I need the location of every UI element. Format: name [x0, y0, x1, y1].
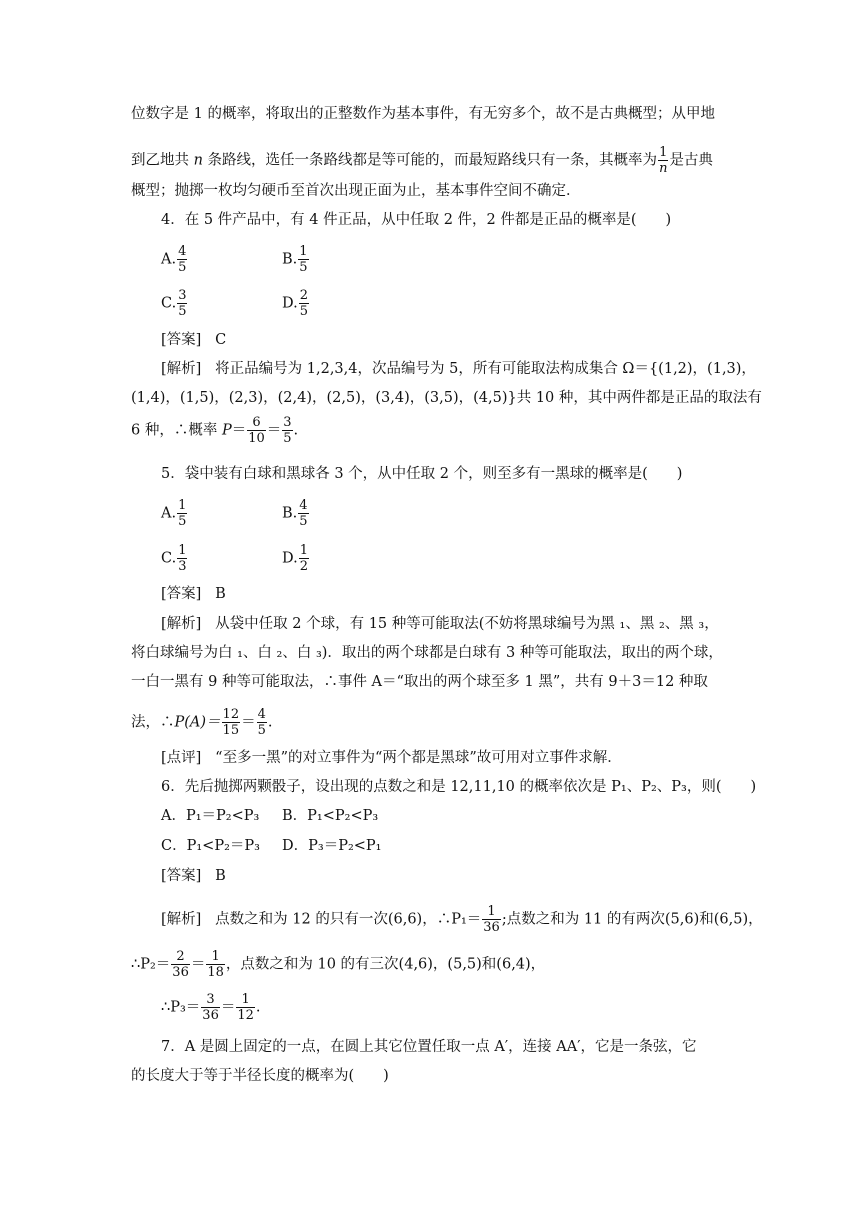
text: 是古典	[669, 152, 713, 169]
denominator: 15	[222, 723, 240, 738]
var: n	[659, 161, 668, 176]
q4-stem: 4．在 5 件产品中，有 4 件正品，从中任取 2 件，2 件都是正品的概率是( )	[161, 212, 672, 228]
denominator: 2	[299, 559, 308, 574]
fraction	[658, 146, 668, 175]
fraction	[206, 950, 225, 979]
text: 点数之和为 12 的只有一次(6,6)，∴P₁＝	[215, 911, 482, 928]
label: C.	[161, 550, 177, 567]
denominator: 5	[257, 723, 266, 738]
numerator: 1	[236, 993, 255, 1008]
analysis-tag: [解析]	[161, 911, 202, 928]
q6-option-b: B．P₁<P₂<P₃	[282, 808, 379, 824]
text: ∴P₂＝	[131, 956, 171, 973]
numerator: 4	[299, 498, 308, 513]
answer-value: C	[215, 332, 227, 348]
label: D.	[282, 295, 298, 312]
q4-option-a	[161, 245, 188, 274]
analysis-tag: [解析]	[161, 616, 202, 632]
q6-answer	[161, 866, 226, 886]
fraction	[299, 289, 309, 318]
denominator: 36	[172, 965, 189, 980]
q5-option-a	[161, 499, 188, 528]
fraction	[298, 499, 308, 528]
text: 法，∴	[131, 714, 175, 731]
text: 到乙地共	[131, 152, 194, 169]
denominator: 12	[237, 1008, 254, 1023]
para-line-3: 概型；抛掷一枚均匀硬币至首次出现正面为止，基本事件空间不确定．	[131, 183, 581, 199]
label: B.	[282, 251, 298, 268]
label: B.	[282, 505, 298, 522]
fraction	[247, 416, 266, 445]
q5-analysis-line-2: 将白球编号为白 ₁、白 ₂、白 ₃)．取出的两个球都是白球有 3 种等可能取法，取出的两个球，	[131, 645, 723, 661]
answer-tag: [答案]	[161, 332, 202, 348]
fraction	[177, 544, 187, 573]
q6-analysis-line-2	[131, 950, 545, 979]
q6-option-d: D．P₃＝P₂<P₁	[282, 838, 382, 854]
text: 6 种，∴概率	[131, 422, 222, 439]
q4-analysis-line-3: 6 种，∴概率 P＝ $\frac{6}{10}$ ＝ $\frac{3}{5}$ .	[131, 415, 299, 446]
numerator: 2	[299, 288, 308, 303]
text: .	[255, 999, 261, 1016]
answer-value: B	[215, 586, 226, 602]
fraction	[298, 245, 308, 274]
q5-analysis-line-1	[161, 614, 719, 634]
denominator: 5	[283, 431, 292, 446]
var-n: n	[193, 152, 203, 169]
numerator: 1	[299, 543, 308, 558]
numerator: 3	[201, 993, 220, 1008]
denominator: 5	[299, 304, 308, 319]
q4-option-b	[282, 245, 310, 274]
fraction	[257, 708, 267, 737]
q4-option-c	[161, 289, 188, 318]
q5-analysis-line-4: 法，∴P(A)＝ $\frac{12}{15}$ ＝ $\frac{4}{5}$ .	[131, 707, 273, 738]
text: ，点数之和为 10 的有三次(4,6)，(5,5)和(6,4)，	[225, 956, 546, 973]
fraction	[171, 950, 190, 979]
q5-option-c	[161, 544, 188, 573]
numerator: 4	[257, 707, 266, 722]
fraction	[299, 544, 309, 573]
numerator: 6	[247, 416, 266, 431]
label: D.	[282, 550, 298, 567]
q4-option-d	[282, 289, 310, 318]
fraction	[282, 416, 292, 445]
fraction	[177, 245, 187, 274]
q6-option-c: C．P₁<P₂＝P₃	[161, 838, 260, 854]
text: ;点数之和为 11 的有两次(5,6)和(6,5)，	[501, 911, 763, 928]
fraction	[201, 993, 220, 1022]
denominator: 3	[178, 559, 187, 574]
numerator: 3	[178, 288, 187, 303]
var-p: P	[221, 422, 232, 439]
denominator: 36	[483, 920, 500, 935]
label: A.	[161, 505, 177, 522]
answer-value: B	[215, 868, 226, 884]
text: .	[267, 714, 273, 731]
comment-tag: [点评]	[161, 750, 202, 766]
denominator: 5	[299, 514, 308, 529]
denominator: 5	[178, 260, 187, 275]
expr: P(A)＝	[174, 714, 221, 731]
numerator: 1	[178, 543, 187, 558]
text: ＝	[220, 999, 236, 1016]
denominator: 5	[178, 304, 187, 319]
numerator: 1	[178, 498, 187, 513]
q7-stem-line-1: 7．A 是圆上固定的一点，在圆上其它位置任取一点 A′，连接 AA′，它是一条弦，它	[161, 1039, 697, 1055]
q4-analysis-line-2: (1,4)，(1,5)，(2,3)，(2,4)，(2,5)，(3,4)，(3,5)，(4,5)}共 10 种，其中两件都是正品的取法有	[131, 390, 762, 406]
q5-option-b	[282, 499, 310, 528]
para-line-1: 位数字是 1 的概率，将取出的正整数作为基本事件，有无穷多个，故不是古典概型；从甲地	[131, 106, 715, 122]
numerator: 12	[222, 707, 240, 722]
denominator: 5	[299, 260, 308, 275]
q6-stem: 6．先后抛掷两颗骰子，设出现的点数之和是 12,11,10 的概率依次是 P₁、P₂、P₃，则( )	[161, 779, 757, 795]
answer-tag: [答案]	[161, 868, 202, 884]
label: A.	[161, 251, 177, 268]
text: .	[293, 422, 299, 439]
q5-answer	[161, 584, 226, 604]
q5-option-d	[282, 544, 310, 573]
label: C.	[161, 295, 177, 312]
text: ＝	[231, 422, 247, 439]
text: 从袋中任取 2 个球，有 15 种等可能取法(不妨将黑球编号为黑 ₁、黑 ₂、黑 ₃，	[215, 616, 719, 632]
q4-answer	[161, 330, 226, 350]
numerator: 1	[206, 950, 225, 965]
q5-analysis-line-3: 一白一黑有 9 种等可能取法，∴事件 A＝“取出的两个球至多 1 黑”，共有 9＋3＝12 种取	[131, 674, 708, 690]
denominator: 10	[248, 431, 265, 446]
numerator: 4	[178, 244, 187, 259]
numerator: 1	[659, 145, 668, 160]
q6-analysis-line-3	[161, 993, 261, 1022]
q5-comment	[161, 748, 622, 768]
denominator	[658, 161, 668, 175]
numerator: 1	[299, 244, 308, 259]
q6-analysis-line-1	[161, 905, 763, 934]
q5-stem: 5．袋中装有白球和黑球各 3 个，从中任取 2 个，则至多有一黑球的概率是( )	[161, 466, 683, 482]
text: 将正品编号为 1,2,3,4，次品编号为 5，所有可能取法构成集合 Ω＝{(1,2)，(1,3)，	[215, 361, 756, 377]
text: ＝	[190, 956, 206, 973]
fraction	[236, 993, 255, 1022]
fraction	[177, 499, 187, 528]
para-line-2	[131, 146, 713, 175]
denominator: 18	[207, 965, 224, 980]
numerator: 1	[482, 905, 501, 920]
q7-stem-line-2: 的长度大于等于半径长度的概率为( )	[131, 1068, 389, 1084]
q4-analysis-line-1	[161, 359, 756, 379]
denominator: 36	[202, 1008, 219, 1023]
fraction	[482, 905, 501, 934]
q6-option-a: A．P₁＝P₂<P₃	[161, 808, 260, 824]
fraction	[222, 708, 241, 737]
numerator: 2	[171, 950, 190, 965]
text: “至多一黑”的对立事件为“两个都是黑球”故可用对立事件求解．	[215, 750, 622, 766]
text: ∴P₃＝	[161, 999, 201, 1016]
text: 条路线，选任一条路线都是等可能的，而最短路线只有一条，其概率为	[202, 152, 658, 169]
fraction	[177, 289, 187, 318]
answer-tag: [答案]	[161, 586, 202, 602]
analysis-tag: [解析]	[161, 361, 202, 377]
numerator: 3	[283, 415, 292, 430]
denominator: 5	[178, 514, 187, 529]
